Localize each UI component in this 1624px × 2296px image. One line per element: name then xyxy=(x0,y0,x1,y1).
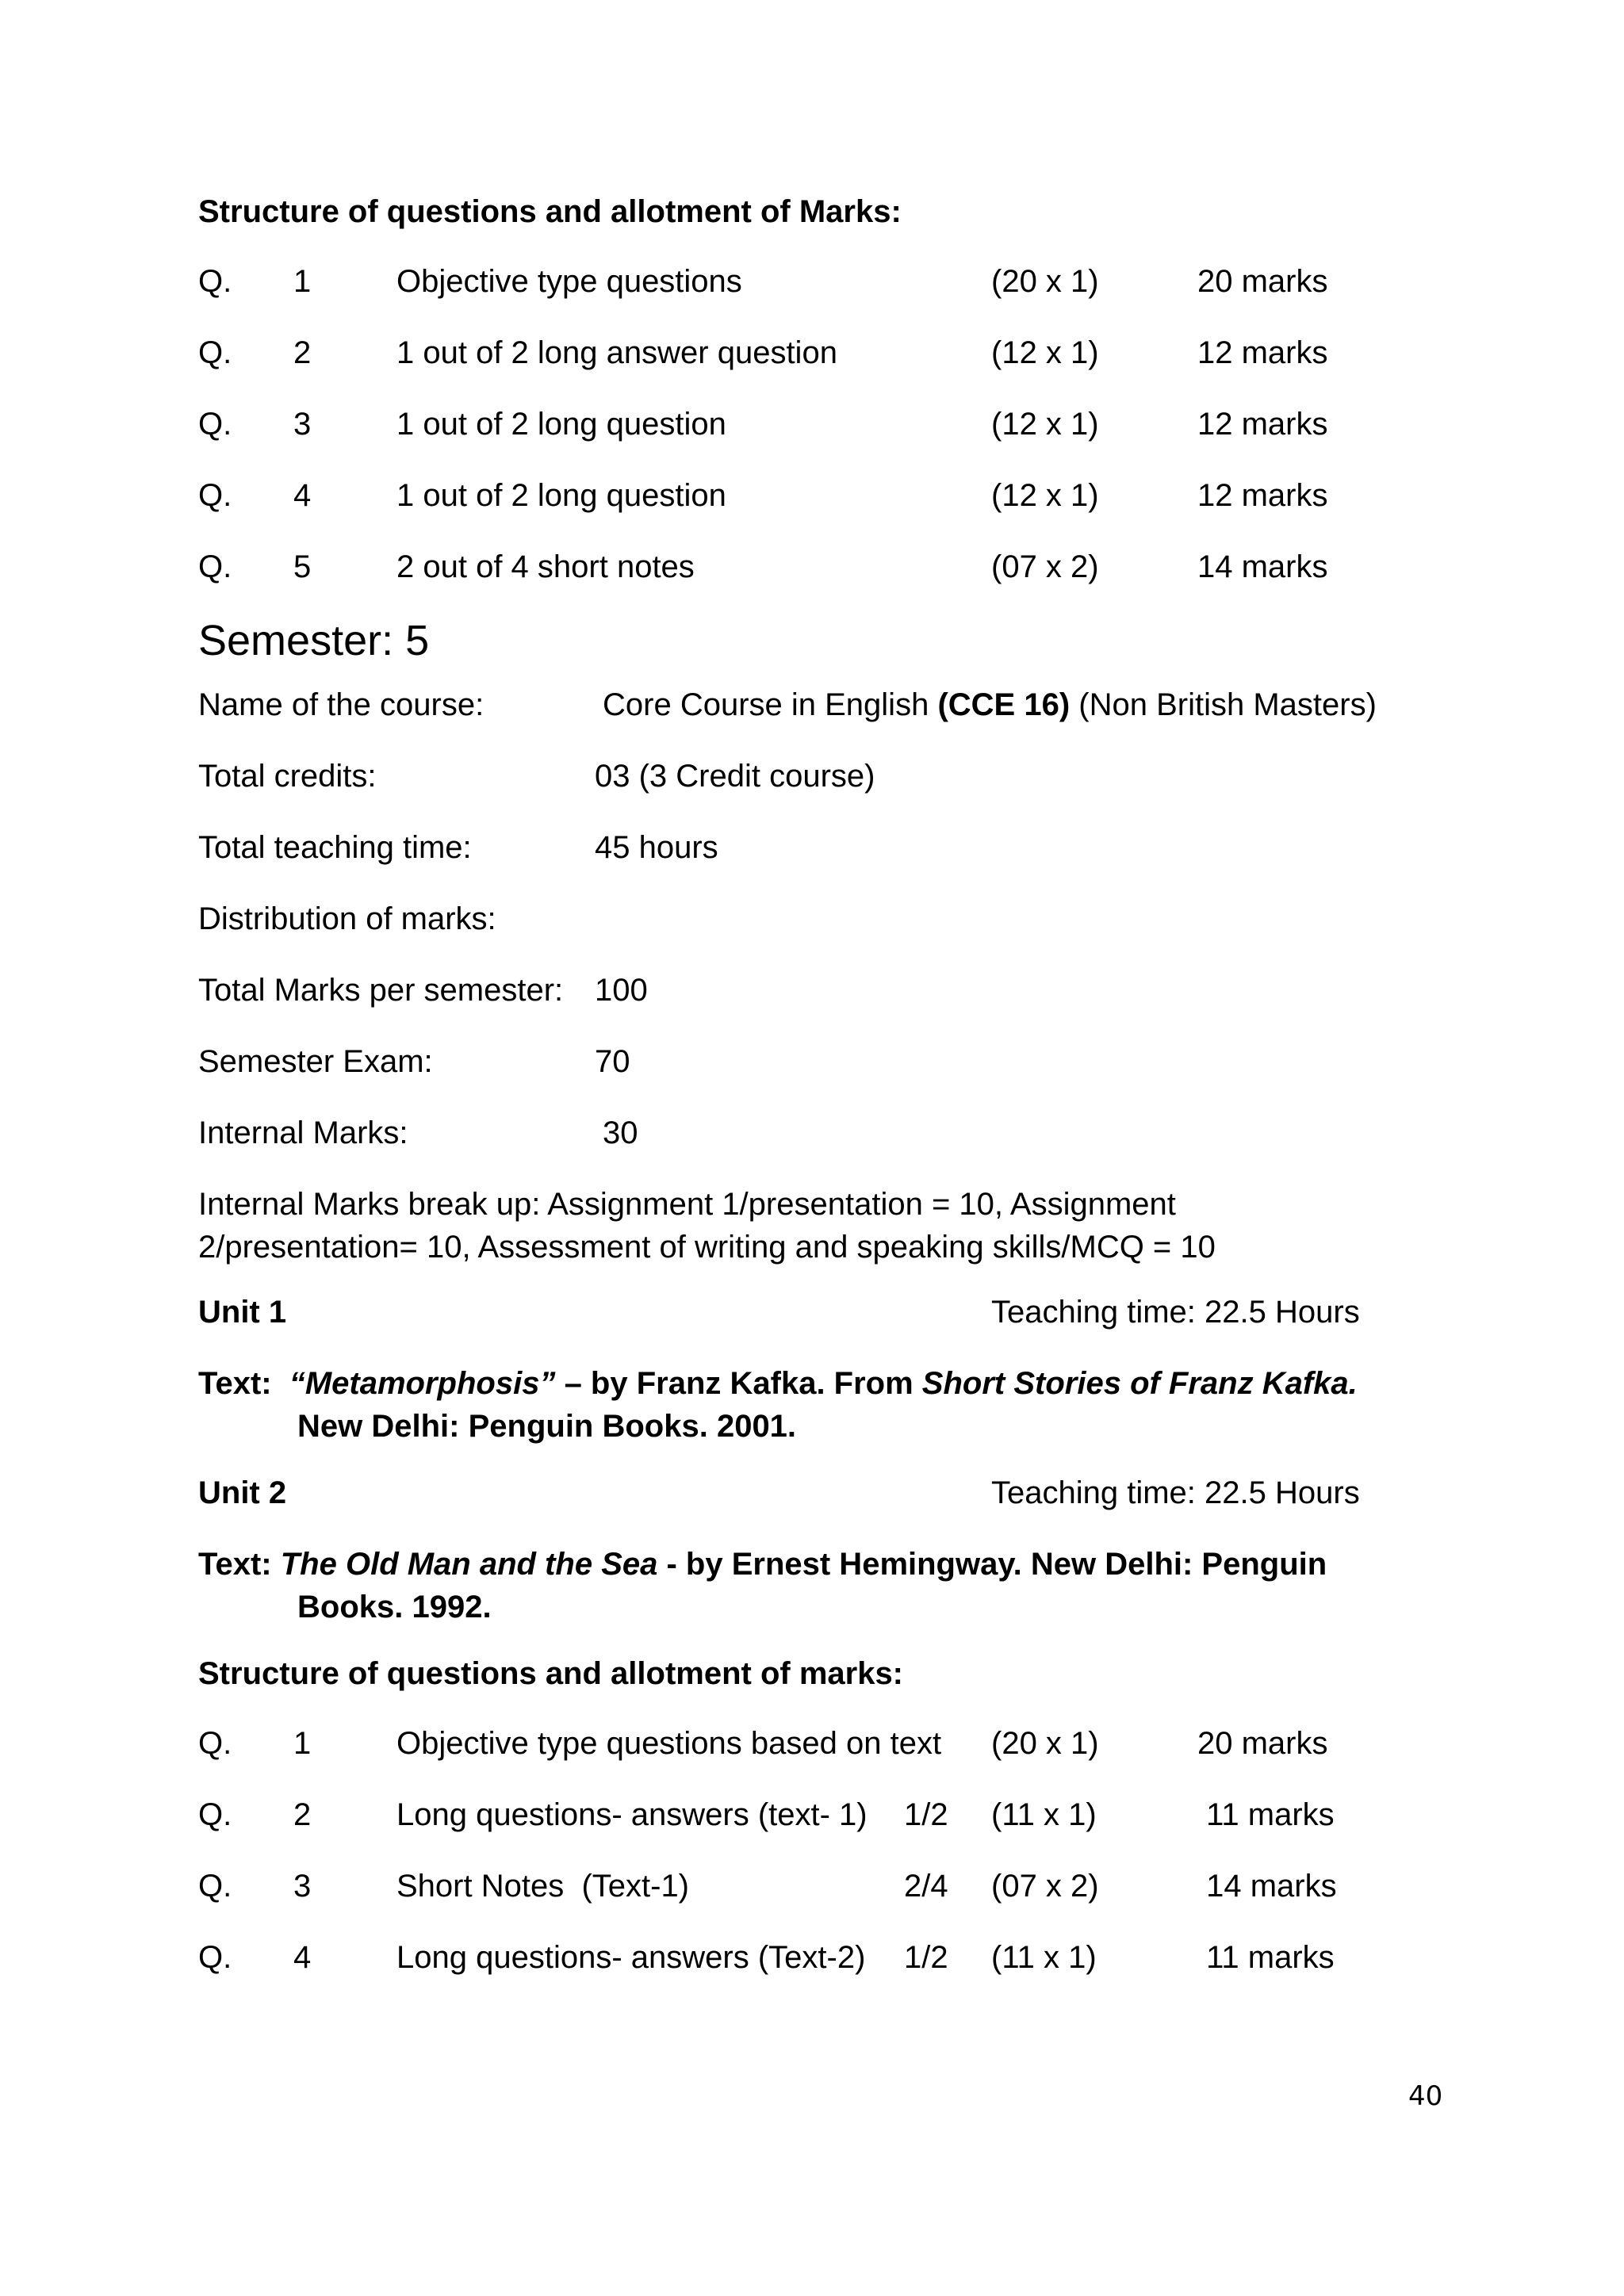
section2-heading: Structure of questions and allotment of marks: xyxy=(198,1656,904,1691)
q-marks: 14 marks xyxy=(1197,549,1328,584)
q-number: 1 xyxy=(293,1726,312,1761)
total-marks-row xyxy=(198,969,1435,1040)
unit1-name: Unit 1 xyxy=(198,1295,287,1330)
q-text: 2 out of 4 short notes xyxy=(396,549,695,584)
q-text: 1 out of 2 long answer question xyxy=(396,335,837,370)
q-marks: 12 marks xyxy=(1197,407,1328,442)
q-formula: (20 x 1) xyxy=(991,1726,1099,1761)
internal-marks-value: 30 xyxy=(603,1115,638,1150)
semester-title: Semester: 5 xyxy=(198,617,430,664)
q-text: 1 out of 2 long question xyxy=(396,478,726,513)
q-text: Objective type questions xyxy=(396,264,742,299)
internal-breakup xyxy=(198,1183,1435,1269)
q-text: Objective type questions based on text xyxy=(396,1726,942,1761)
q-number: 5 xyxy=(293,549,312,584)
section1-heading: Structure of questions and allotment of Marks: xyxy=(198,194,902,229)
q-formula: (07 x 2) xyxy=(991,1869,1099,1904)
q-label: Q. xyxy=(198,335,232,370)
q-marks: 20 marks xyxy=(1197,1726,1328,1761)
q-marks: 20 marks xyxy=(1197,264,1328,299)
unit1-time: Teaching time: 22.5 Hours xyxy=(991,1295,1360,1330)
unit1-text-label: Text: xyxy=(198,1366,272,1401)
course-name-prefix: Core Course in English xyxy=(603,687,929,722)
q-formula: (12 x 1) xyxy=(991,335,1099,370)
table-row xyxy=(198,545,1435,617)
q-formula: (07 x 2) xyxy=(991,549,1099,584)
q-marks: 11 marks xyxy=(1197,1797,1335,1832)
table-row xyxy=(198,1722,1435,1793)
table-row xyxy=(198,260,1435,331)
q-number: 2 xyxy=(293,335,312,370)
q-label: Q. xyxy=(198,1726,232,1761)
total-marks-label: Total Marks per semester: xyxy=(198,973,564,1008)
breakup-line: 2/presentation= 10, Assessment of writing and speaking skills/MCQ = 10 xyxy=(198,1230,1216,1265)
q-label: Q. xyxy=(198,1940,232,1975)
credits-row xyxy=(198,755,1435,826)
internal-marks-label: Internal Marks: xyxy=(198,1115,408,1150)
credits-value: 03 (3 Credit course) xyxy=(595,759,875,794)
unit1-text xyxy=(198,1362,1435,1448)
teaching-time-value: 45 hours xyxy=(595,830,718,865)
course-name-label: Name of the course: xyxy=(198,687,485,722)
table-row xyxy=(198,331,1435,403)
q-number: 3 xyxy=(293,1869,312,1904)
teaching-time-label: Total teaching time: xyxy=(198,830,472,865)
q-formula: (12 x 1) xyxy=(991,407,1099,442)
q-text: Long questions- answers (text- 1) xyxy=(396,1797,868,1832)
distribution-label: Distribution of marks: xyxy=(198,901,496,936)
q-label: Q. xyxy=(198,549,232,584)
q-marks: 12 marks xyxy=(1197,335,1328,370)
course-name-suffix: (Non British Masters) xyxy=(1078,687,1377,722)
unit1-title: “Metamorphosis” xyxy=(289,1366,556,1401)
q-label: Q. xyxy=(198,407,232,442)
unit1-by: – by Franz Kafka. From xyxy=(555,1366,922,1401)
course-code: (CCE 16) xyxy=(937,687,1071,722)
q-text: Short Notes (Text-1) xyxy=(396,1869,690,1904)
table-row xyxy=(198,474,1435,545)
unit1-row xyxy=(198,1291,1435,1362)
q-number: 4 xyxy=(293,478,312,513)
unit2-text xyxy=(198,1543,1435,1628)
internal-marks-row xyxy=(198,1112,1435,1183)
unit2-publisher: Books. 1992. xyxy=(297,1590,492,1624)
semester-exam-row xyxy=(198,1040,1435,1112)
q-marks: 14 marks xyxy=(1197,1869,1337,1904)
q-formula: (11 x 1) xyxy=(991,1940,1097,1975)
q-fraction: 1/2 xyxy=(904,1940,948,1975)
unit2-time: Teaching time: 22.5 Hours xyxy=(991,1475,1360,1510)
q-formula: (12 x 1) xyxy=(991,478,1099,513)
q-label: Q. xyxy=(198,264,232,299)
course-name-row xyxy=(198,683,1435,755)
q-number: 1 xyxy=(293,264,312,299)
q-label: Q. xyxy=(198,1869,232,1904)
unit2-row xyxy=(198,1471,1435,1543)
q-text: Long questions- answers (Text-2) xyxy=(396,1940,866,1975)
q-fraction: 2/4 xyxy=(904,1869,948,1904)
q-number: 4 xyxy=(293,1940,312,1975)
q-marks: 12 marks xyxy=(1197,478,1328,513)
teaching-time-row xyxy=(198,826,1435,897)
table-row xyxy=(198,1793,1435,1865)
distribution-row xyxy=(198,897,1435,969)
page-number: 40 xyxy=(1408,2080,1443,2112)
unit1-book: Short Stories of Franz Kafka. xyxy=(921,1366,1358,1401)
table-row xyxy=(198,403,1435,474)
q-formula: (20 x 1) xyxy=(991,264,1099,299)
q-number: 2 xyxy=(293,1797,312,1832)
semester-exam-value: 70 xyxy=(595,1044,630,1079)
unit2-name: Unit 2 xyxy=(198,1475,287,1510)
total-marks-value: 100 xyxy=(595,973,648,1008)
unit2-by: - by Ernest Hemingway. New Delhi: Penguin xyxy=(657,1547,1327,1582)
table-row xyxy=(198,1936,1435,2007)
q-label: Q. xyxy=(198,478,232,513)
course-name-value xyxy=(603,683,1377,755)
q-fraction: 1/2 xyxy=(904,1797,948,1832)
q-number: 3 xyxy=(293,407,312,442)
document-page xyxy=(198,190,1435,2007)
q-marks: 11 marks xyxy=(1197,1940,1335,1975)
breakup-line: Internal Marks break up: Assignment 1/presentation = 10, Assignment xyxy=(198,1187,1176,1222)
semester-exam-label: Semester Exam: xyxy=(198,1044,433,1079)
table-row xyxy=(198,1865,1435,1936)
unit1-publisher: New Delhi: Penguin Books. 2001. xyxy=(297,1409,797,1444)
q-text: 1 out of 2 long question xyxy=(396,407,726,442)
unit2-text-label: Text: xyxy=(198,1547,272,1582)
unit2-title: The Old Man and the Sea xyxy=(280,1547,658,1582)
q-formula: (11 x 1) xyxy=(991,1797,1097,1832)
credits-label: Total credits: xyxy=(198,759,377,794)
q-label: Q. xyxy=(198,1797,232,1832)
